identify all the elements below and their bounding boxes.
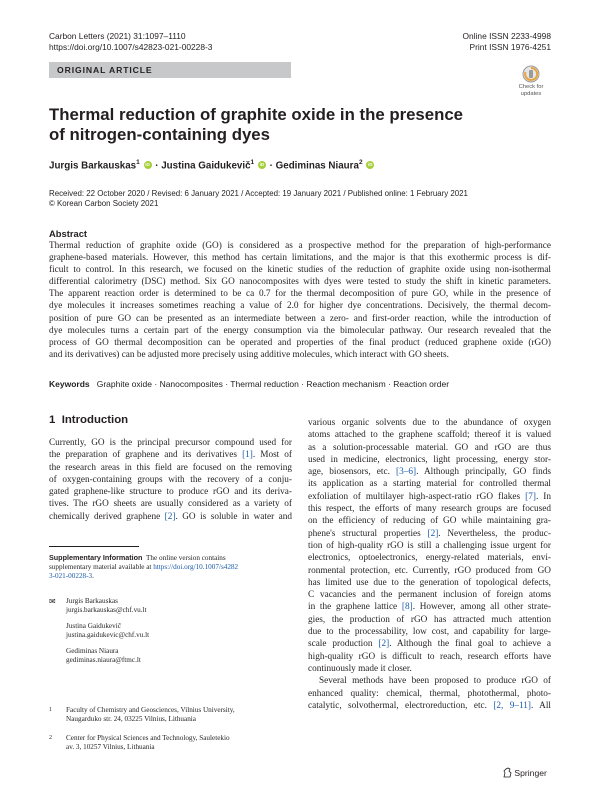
text-span: . GO is soluble in water and: [175, 511, 292, 522]
paragraph-line: [308, 478, 551, 490]
keyword: · Nanocomposites: [152, 379, 223, 389]
supplementary-label: Supplementary Information: [49, 553, 143, 562]
text-span: the preparation of graphene and its derivatives: [49, 450, 243, 461]
text-span: . In: [535, 491, 551, 502]
corresponding-contacts: [66, 597, 296, 666]
paragraph-line: [308, 528, 551, 540]
keyword: · Thermal reduction: [222, 379, 299, 389]
text-span: catalytic, solvothermal, electroreduction, etc.: [308, 700, 494, 711]
text-span: age, biosensors, etc.: [308, 467, 397, 478]
text-span: scale production: [308, 639, 379, 650]
affiliation-line: av. 3, 10257 Vilnius, Lithuania: [66, 743, 155, 752]
text-span: . Although principally, GO finds: [416, 467, 551, 478]
citation-link[interactable]: [3–6]: [396, 467, 417, 478]
abstract-line: position of pure GO can be presented as an intermediate between a zero- and first-order reaction, while the introduction of: [49, 313, 551, 324]
text-span: has limited use due to the generation of topological defects,: [308, 577, 551, 588]
text-span: continuously made it closer.: [308, 663, 412, 674]
paragraph-line: [308, 675, 551, 687]
text-span: in the graphene lattice: [308, 602, 402, 613]
paragraph-line: [308, 589, 551, 601]
author-name[interactable]: Justina Gaidukevič: [161, 160, 251, 172]
abstract-line: Thermal reduction of graphite oxide (GO) is considered as a prospective method for the preparation of high-performance: [49, 241, 551, 251]
text-span: . Although the final goal to achieve a: [389, 639, 552, 650]
paragraph-line: [49, 474, 292, 486]
text-span: gated graphene-like structure to produce rGO and its deriva-: [49, 487, 292, 498]
affiliation-number: 2: [49, 735, 52, 741]
abstract-heading: Abstract: [49, 228, 88, 239]
check-updates-line2: updates: [520, 91, 542, 97]
abstract-line: differential calorimetry (DSC) method. Six GO nanocomposites with dyes were tested to study the shift in kinetic parameters.: [49, 277, 551, 288]
check-updates-icon: [522, 65, 540, 83]
citation-link[interactable]: [7]: [525, 491, 536, 502]
text-span: C vacancies and the permanent inclusion of foreign atoms: [308, 590, 551, 601]
paragraph-line: [308, 651, 551, 663]
copyright-line: © Korean Carbon Society 2021: [49, 199, 159, 208]
dates-line: Received: 22 October 2020 / Revised: 6 January 2021 / Accepted: 19 January 2021 / Published online: 1 February 2021: [49, 189, 468, 198]
text-span: Several methods have been proposed to produce rGO of: [319, 676, 551, 687]
author-affiliation-number: 1: [250, 159, 255, 166]
abstract-line: process of GO thermal decomposition can be operated and properties of the final product (reduced graphene oxide (rGO): [49, 337, 551, 348]
check-for-updates-button[interactable]: [513, 65, 549, 97]
author-name[interactable]: Gediminas Niaura: [275, 160, 359, 172]
publisher-name: Springer: [514, 768, 547, 778]
paragraph-line: [308, 638, 551, 650]
citation-link[interactable]: [2]: [378, 639, 390, 650]
text-span: atoms attached to the graphene scaffold; thereof it is valued: [308, 430, 551, 441]
supplementary-text: The online version contains: [146, 554, 226, 562]
paragraph-line: [308, 540, 551, 552]
abstract-line: and its derivatives) can be adjusted more precisely using additive molecules, which interact with GO sheets.: [49, 349, 449, 360]
keyword: · Reaction order: [385, 379, 450, 389]
affiliation-line: Center for Physical Sciences and Technology, Sauletekio: [66, 734, 230, 742]
paragraph-line: [308, 626, 551, 638]
citation-link[interactable]: [2]: [427, 528, 439, 539]
orcid-icon[interactable]: [366, 161, 374, 169]
intro-right-column: [308, 417, 551, 712]
contact-email[interactable]: justina.gaidukevic@chf.vu.lt: [66, 631, 150, 640]
author-separator: ·: [269, 160, 273, 172]
text-span: tion of high-quality rGO is still a challenging issue urgent for: [308, 540, 551, 551]
supplementary-text: supplementary material available at: [49, 563, 154, 571]
intro-left-column: [49, 437, 292, 523]
citation-link[interactable]: [2, 9–11]: [493, 700, 531, 711]
paragraph-line: [308, 552, 551, 564]
citation-link[interactable]: [1]: [242, 450, 253, 461]
text-span: its application as a starting material for controlled thermal: [308, 479, 551, 490]
paragraph-line: [49, 437, 292, 449]
paragraph-line: [308, 515, 551, 527]
paragraph-line: [308, 614, 551, 626]
affiliation-line: Naugarduko str. 24, 03225 Vilnius, Lithuania: [66, 715, 196, 724]
text-span: on the efficiency of reducing of GO while maintaining gra-: [308, 516, 551, 527]
text-span: enhanced quality: chemical, thermal, photothermal, photo-: [308, 688, 551, 699]
online-issn: Online ISSN 2233-4998: [462, 31, 551, 41]
paragraph-line: [49, 498, 292, 510]
text-span: of oxygen-containing groups with the recovery of a conju-: [49, 474, 292, 485]
paragraph-line: [308, 663, 551, 675]
author-name[interactable]: Jurgis Barkauskas: [49, 160, 137, 172]
envelope-icon: ✉: [49, 597, 56, 606]
paragraph-line: [308, 491, 551, 503]
paragraph-line: [49, 449, 292, 461]
keywords-label: Keywords: [49, 379, 90, 389]
affiliation-line: Faculty of Chemistry and Geosciences, Vilnius University,: [66, 706, 235, 714]
text-span: this respect, the efforts of many research groups are focused: [308, 504, 551, 515]
keyword: Graphite oxide: [92, 379, 153, 389]
affiliation-number: 1: [49, 707, 52, 713]
abstract-line: dye molecules it increases sometimes reaching a value of 2.0 for higher dye concentrations. Decisively, the thermal decom-: [49, 301, 551, 312]
journal-citation: Carbon Letters (2021) 31:1097–1110: [49, 31, 186, 41]
author-affiliation-number: 1: [136, 159, 140, 166]
check-updates-line1: Check for: [518, 84, 544, 90]
publication-dates: [49, 189, 468, 209]
text-span: the research areas in this field are focused on the removing: [49, 462, 292, 473]
contact-name: Justina Gaidukevič: [66, 622, 121, 631]
article-type-label: ORIGINAL ARTICLE: [57, 65, 153, 75]
keyword: · Reaction mechanism: [298, 379, 386, 389]
section-number: 1: [49, 414, 56, 426]
contact-email[interactable]: jurgis.barkauskas@chf.vu.lt: [66, 606, 147, 615]
abstract-line: graphene-based materials. However, this method has certain limitations, and the major is that this exothermic process is dif-: [49, 253, 551, 264]
text-span: gies, the production of rGO has attracted much attention: [308, 614, 551, 625]
article-title: [49, 105, 489, 145]
footnote-divider: [49, 546, 139, 547]
orcid-icon[interactable]: [144, 161, 152, 169]
text-span: used in medicine, electronics, light processing, energy stor-: [308, 454, 551, 465]
section-heading: [49, 414, 128, 426]
abstract-body: [49, 240, 551, 361]
text-span: electronics, optoelectronics, energy-related materials, envi-: [308, 553, 551, 564]
paragraph-line: [308, 577, 551, 589]
paragraph-line: [308, 454, 551, 466]
paragraph-line: [308, 466, 551, 478]
text-span: . However, among all other strate-: [412, 602, 551, 613]
article-type-banner: [49, 62, 291, 78]
paragraph-line: [49, 486, 292, 498]
paragraph-line: [308, 417, 551, 429]
paragraph-line: [308, 442, 551, 454]
text-span: various organic solvents due to the abundance of oxygen: [308, 418, 551, 428]
print-issn: Print ISSN 1976-4251: [469, 42, 551, 52]
abstract-line: ficult to control. In this research, we focused on the kinetic studies of the reduction of graphite oxide using non-isothermal: [49, 265, 551, 276]
title-line-2: of nitrogen-containing dyes: [49, 125, 270, 144]
author-separator: ·: [155, 160, 159, 172]
abstract-line: dye molecules turns a certain part of the energy consumption via the bimolecular pathway. Our research revealed that the: [49, 325, 551, 336]
supplementary-end: .: [92, 572, 94, 580]
paragraph-line: [308, 429, 551, 441]
keywords: [49, 379, 449, 390]
text-span: .: [252, 450, 256, 461]
paragraph-line: [308, 601, 551, 613]
text-span: chemically derived graphene: [49, 511, 165, 522]
text-span: due to the processability, low cost, and capability for large-: [308, 627, 551, 638]
text-span: Currently, GO is the principal precursor compound used for: [49, 438, 292, 448]
paragraph-line: [308, 700, 551, 712]
text-span: Most of: [255, 450, 292, 461]
supplementary-link[interactable]: 3-021-00228-3: [49, 572, 93, 580]
author-affiliation-number: 2: [358, 159, 363, 166]
paragraph-line: [49, 511, 292, 523]
title-line-1: Thermal reduction of graphite oxide in the presence: [49, 105, 464, 124]
publisher-logo: [503, 767, 547, 778]
text-span: phene's structural properties: [308, 528, 428, 539]
paragraph-line: [308, 503, 551, 515]
article-doi[interactable]: https://doi.org/10.1007/s42823-021-00228-3: [49, 42, 213, 52]
springer-horse-icon: [503, 767, 512, 778]
citation-link[interactable]: [2]: [164, 511, 176, 522]
abstract-line: The apparent reaction order is determined to be ca 0.7 for the thermal decomposition of pure GO, while in the presence of: [49, 289, 551, 300]
text-span: high-quality rGO is difficult to reach, research efforts have: [308, 651, 551, 662]
text-span: as a solution-processable material. GO and rGO are thus: [308, 442, 551, 453]
paragraph-line: [308, 688, 551, 700]
text-span: . All: [530, 700, 551, 711]
contact-name: Gediminas Niaura: [66, 647, 119, 656]
section-title: Introduction: [61, 414, 129, 426]
text-span: . Nevertheless, the produc-: [438, 528, 551, 539]
text-span: ronmental protection, etc. Currently, rGO produced from GO: [308, 565, 551, 576]
text-span: exfoliation of multilayer high-aspect-ratio rGO flakes: [308, 491, 526, 502]
contact-name: Jurgis Barkauskas: [66, 597, 118, 605]
citation-link[interactable]: [8]: [401, 602, 413, 613]
paragraph-line: [308, 565, 551, 577]
supplementary-information: [49, 553, 292, 581]
orcid-icon[interactable]: [258, 161, 266, 169]
supplementary-link[interactable]: https://doi.org/10.1007/s4282: [153, 563, 239, 571]
author-list: [49, 156, 569, 172]
paragraph-line: [49, 462, 292, 474]
contact-email[interactable]: gediminas.niaura@ftmc.lt: [66, 656, 141, 665]
text-span: tives. The rGO sheets are usually considered as a variety of: [49, 499, 292, 510]
